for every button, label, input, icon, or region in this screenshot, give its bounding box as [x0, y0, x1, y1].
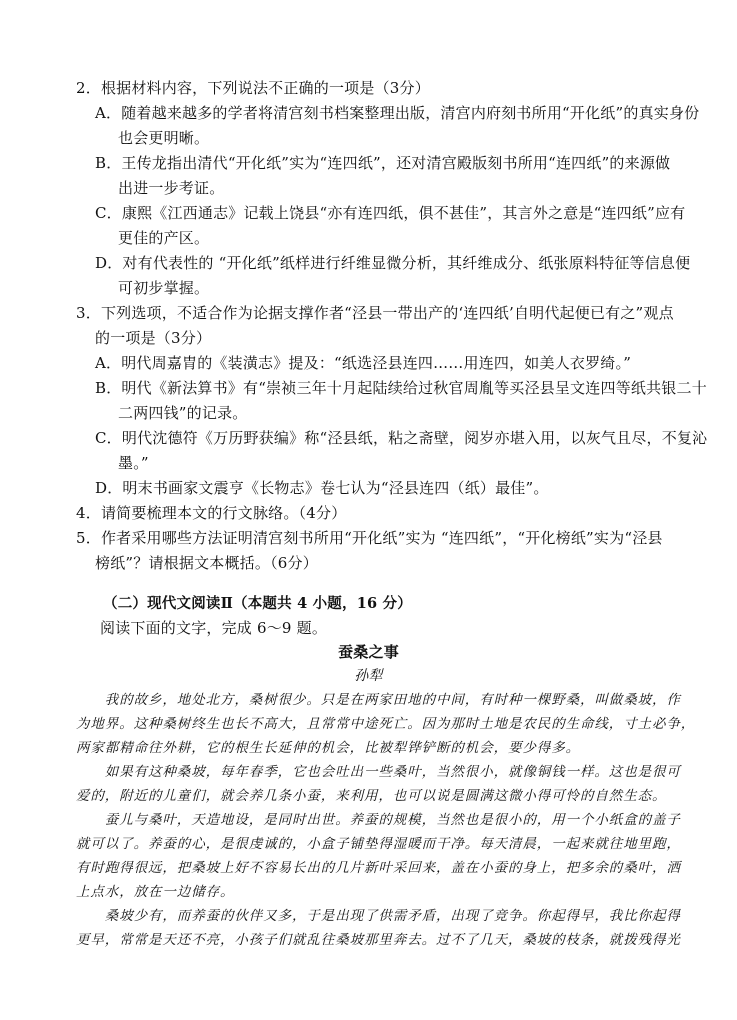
question-2-option-a: A．随着越来越多的学者将清宫刻书档案整理出版，清宫内府刻书所用“开化纸”的真实身份	[95, 104, 700, 122]
question-2-option-c-cont: 更佳的产区。	[118, 229, 210, 247]
question-3-option-c-cont: 墨。”	[118, 454, 149, 472]
question-5-stem: 5．作者采用哪些方法证明清宫刻书所用“开化纸”实为 “连四纸”，“开化榜纸”实为“泾县	[76, 529, 663, 547]
article-line: 两家都精命往外耕，它的根生长延伸的机会，比被犁铧铲断的机会，要少得多。	[76, 740, 580, 756]
article-line: 上点水，放在一边储存。	[76, 884, 235, 900]
article-line: 蚕儿与桑叶，天造地设，是同时出世。养蚕的规模，当然也是很小的，用一个小纸盒的盖子	[76, 812, 681, 828]
section-intro: 阅读下面的文字，完成 6～9 题。	[100, 619, 328, 637]
question-2-option-b: B．王传龙指出清代“开化纸”实为“连四纸”，还对清宫殿版刻书所用“连四纸”的来源做	[95, 154, 671, 172]
question-3-option-a: A．明代周嘉胄的《装潢志》提及：“纸选泾县连四……用连四，如美人衣罗绮。”	[95, 354, 632, 372]
article-line: 为地界。这种桑树终生也长不高大，且常常中途死亡。因为那时土地是农民的生命线，寸土必争，	[76, 716, 696, 732]
article-line: 就可以了。养蚕的心，是很虔诚的，小盒子铺垫得湿暖而干净。每天清晨，一起来就往地里跑，	[76, 836, 681, 852]
question-3-stem: 3．下列选项，不适合作为论据支撑作者“泾县一带出产的‘连四纸’自明代起便已有之”观点	[76, 304, 674, 322]
question-3-option-d: D．明末书画家文震亨《长物志》卷七认为“泾县连四（纸）最佳”。	[95, 479, 549, 497]
article-line: 爱的，附近的儿童们，就会养几条小蚕，来利用，也可以说是圆满这微小得可怜的自然生态。	[76, 788, 667, 804]
question-3-option-c: C．明代沈德符《万历野获编》称“泾县纸，粘之斋壁，阅岁亦堪入用，以灰气且尽，不复沁	[95, 429, 708, 447]
section-heading: （二）现代文阅读Ⅱ（本题共 4 小题，16 分）	[103, 595, 412, 612]
article-line: 如果有这种桑坡，每年春季，它也会吐出一些桑叶，当然很小，就像铜钱一样。这也是很可	[76, 764, 681, 780]
question-2-option-b-cont: 出进一步考证。	[118, 179, 225, 197]
question-2-option-c: C．康熙《江西通志》记载上饶县“亦有连四纸，俱不甚佳”，其言外之意是“连四纸”应有	[95, 204, 686, 222]
article-title: 蚕桑之事	[338, 643, 399, 661]
question-5-stem-cont: 榜纸”？请根据文本概括。（6分）	[95, 554, 318, 572]
article-line: 有时跑得很远，把桑坡上好不容易长出的几片新叶采回来，盖在小蚕的身上，把多余的桑叶，洒	[76, 860, 681, 876]
question-2-stem: 2．根据材料内容，下列说法不正确的一项是（3分）	[76, 79, 430, 97]
question-2-option-d-cont: 可初步掌握。	[118, 279, 210, 297]
article-line: 我的故乡，地处北方，桑树很少。只是在两家田地的中间，有时种一棵野桑，叫做桑坡，作	[76, 692, 681, 708]
article-author: 孙犁	[354, 668, 383, 684]
question-2-option-a-cont: 也会更明晰。	[118, 129, 210, 147]
question-2-option-d: D．对有代表性的 “开化纸”纸样进行纤维显微分析，其纤维成分、纸张原料特征等信息便	[95, 254, 691, 272]
article-line: 更早，常常是天还不亮，小孩子们就乱往桑坡那里奔去。过不了几天，桑坡的枝条，就拨残得光	[76, 932, 681, 948]
question-3-stem-cont: 的一项是（3分）	[95, 329, 212, 347]
question-4: 4．请简要梳理本文的行文脉络。（4分）	[76, 504, 347, 522]
question-3-option-b: B．明代《新法算书》有“崇祯三年十月起陆续给过秋官周胤等买泾县呈文连四等纸共银二十	[95, 379, 707, 397]
article-line: 桑坡少有，而养蚕的伙伴又多，于是出现了供需矛盾，出现了竞争。你起得早，我比你起得	[76, 908, 681, 924]
question-3-option-b-cont: 二两四钱”的记录。	[118, 404, 248, 422]
